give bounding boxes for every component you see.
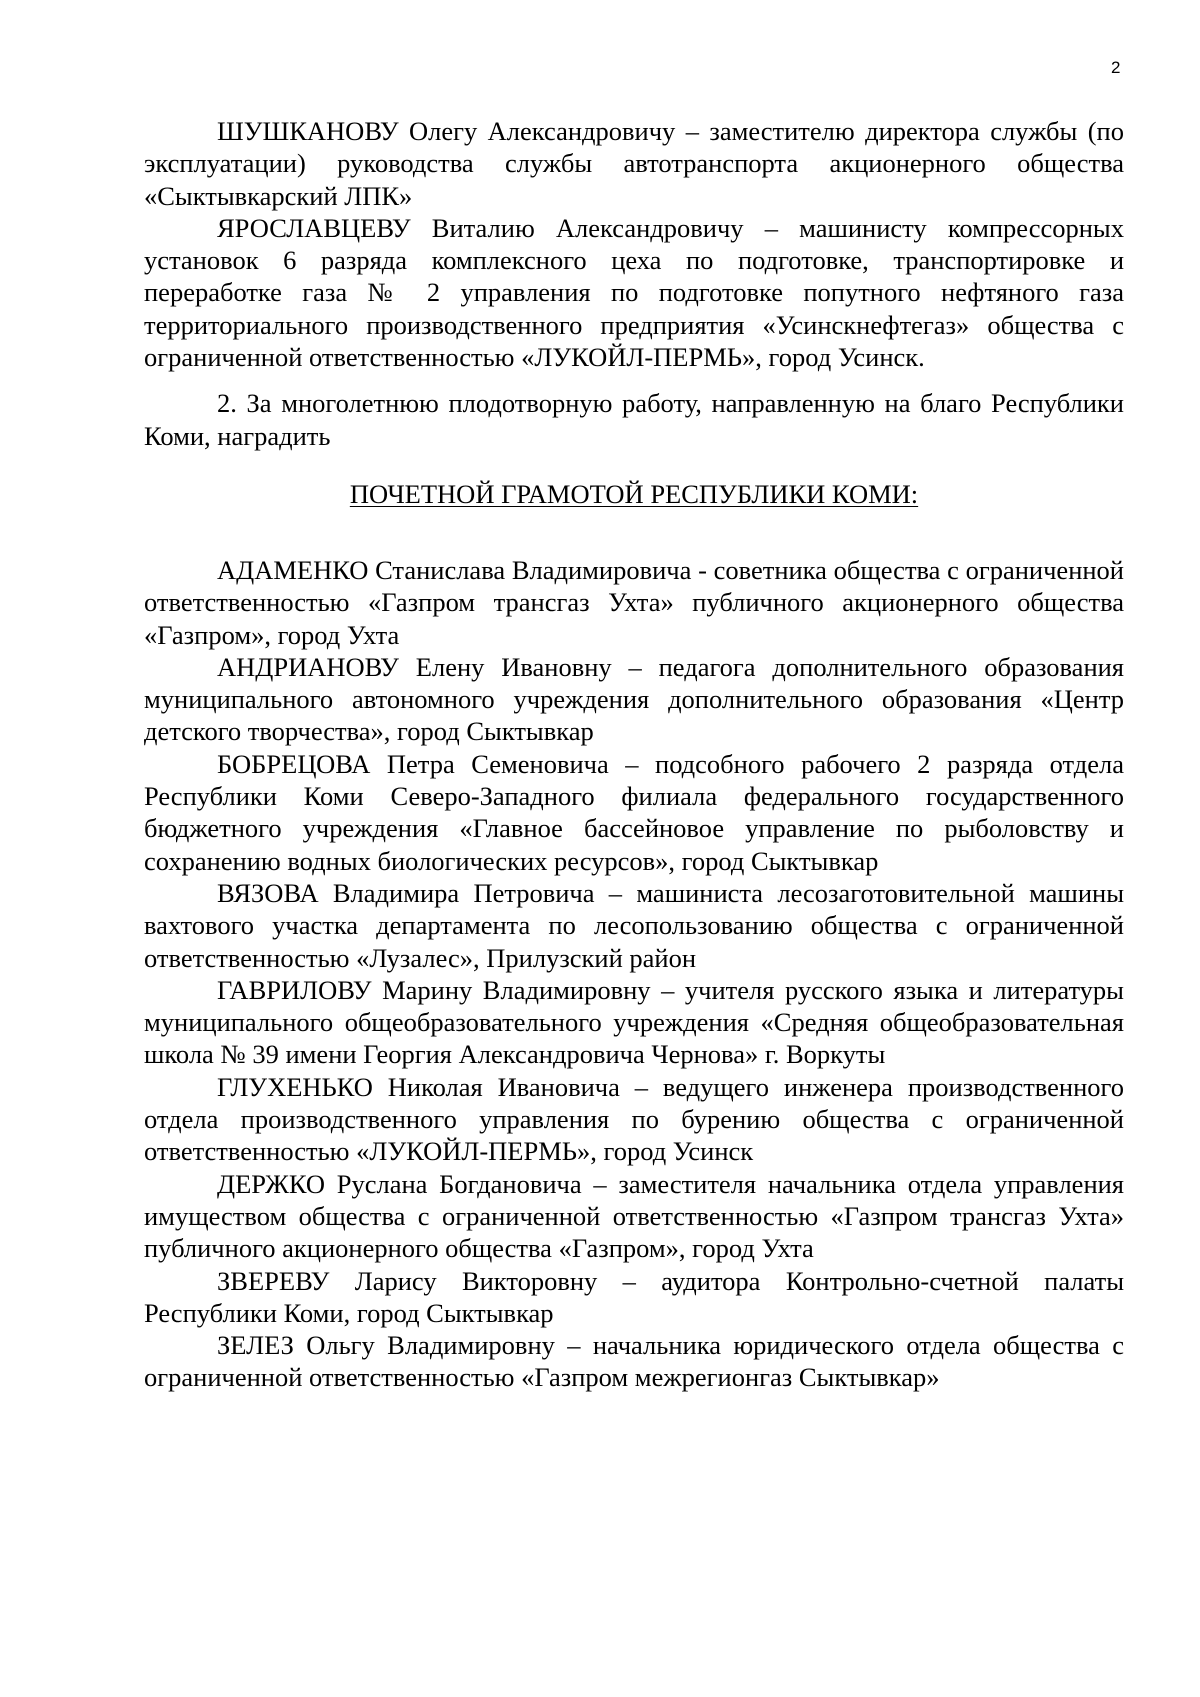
award-heading-text: ПОЧЕТНОЙ ГРАМОТОЙ РЕСПУБЛИКИ КОМИ: bbox=[349, 478, 919, 509]
award-entry: ЯРОСЛАВЦЕВУ Виталию Александровичу – машинисту компрессорных установок 6 разряда комплексного цеха по подготовке, транспортировке и переработке газа № 2 управления по подготовке попутного нефтяного газа территориального производственного предприятия «Усинскнефтегаз» общества с ограниченной ответственностью «ЛУКОЙЛ-ПЕРМЬ», город Усинск. bbox=[144, 212, 1124, 373]
award-entry: ШУШКАНОВУ Олегу Александровичу – заместителю директора службы (по эксплуатации) руководства службы автотранспорта акционерного общества «Сыктывкарский ЛПК» bbox=[144, 116, 1124, 211]
award-entry: БОБРЕЦОВА Петра Семеновича – подсобного рабочего 2 разряда отдела Республики Коми Северо-Западного филиала федерального государственного бюджетного учреждения «Главное бассейновое управление по рыболовству и сохранению водных биологических ресурсов», город Сыктывкар bbox=[144, 748, 1124, 876]
award-entry: ЗВЕРЕВУ Ларису Викторовну – аудитора Контрольно-счетной палаты Республики Коми, город Сыктывкар bbox=[144, 1265, 1124, 1328]
award-entry: АНДРИАНОВУ Елену Ивановну – педагога дополнительного образования муниципального автономного учреждения дополнительного образования «Центр детского творчества», город Сыктывкар bbox=[144, 651, 1124, 747]
document-body bbox=[144, 115, 1124, 1394]
clause-2-block bbox=[144, 387, 1124, 452]
award-entry: АДАМЕНКО Станислава Владимировича - советника общества с ограниченной ответственностью «Газпром трансгаз Ухта» публичного акционерного общества «Газпром», город Ухта bbox=[144, 554, 1124, 650]
page-number: 2 bbox=[1111, 58, 1121, 77]
award-entry: ВЯЗОВА Владимира Петровича – машиниста лесозаготовительной машины вахтового участка департамента по лесопользованию общества с ограниченной ответственностью «Лузалес», Прилузский район bbox=[144, 877, 1124, 973]
clause-2-text: 2. За многолетнюю плодотворную работу, направленную на благо Республики Коми, наградить bbox=[144, 388, 1124, 451]
award-entry: ГАВРИЛОВУ Марину Владимировну – учителя русского языка и литературы муниципального общеобразовательного учреждения «Средняя общеобразовательная школа № 39 имени Георгия Александровича Чернова» г. Воркуты bbox=[144, 974, 1124, 1070]
award-entry: ДЕРЖКО Руслана Богдановича – заместителя начальника отдела управления имуществом общества с ограниченной ответственностью «Газпром трансгаз Ухта» публичного акционерного общества «Газпром», город Ухта bbox=[144, 1168, 1124, 1264]
award-list bbox=[144, 554, 1124, 1394]
award-entry: ГЛУХЕНЬКО Николая Ивановича – ведущего инженера производственного отдела производственного управления по бурению общества с ограниченной ответственностью «ЛУКОЙЛ-ПЕРМЬ», город Усинск bbox=[144, 1071, 1124, 1167]
award-entry: ЗЕЛЕЗ Ольгу Владимировну – начальника юридического отдела общества с ограниченной ответственностью «Газпром межрегионгаз Сыктывкар» bbox=[144, 1330, 1124, 1393]
award-heading bbox=[144, 478, 1124, 510]
intro-award-list bbox=[144, 115, 1124, 373]
